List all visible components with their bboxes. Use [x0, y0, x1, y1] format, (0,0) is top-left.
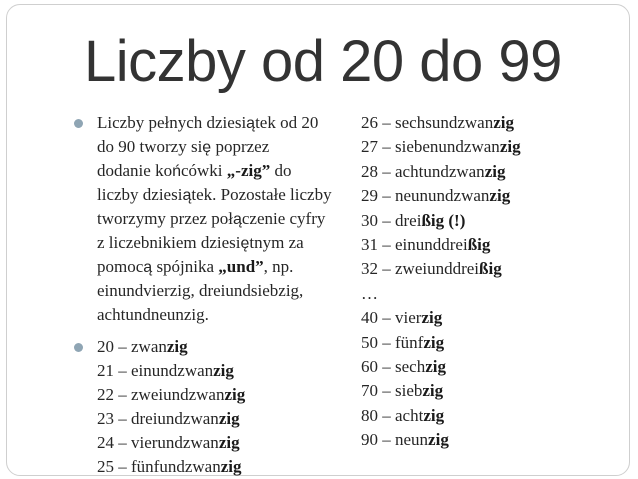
text-run: tek. Pozostałe liczby — [191, 185, 332, 204]
intro-paragraph — [71, 111, 341, 327]
number-word-stem: 32 – zweiunddrei — [361, 259, 480, 279]
number-item — [97, 431, 341, 455]
number-word-suffix: zig — [499, 137, 521, 157]
intro-line-4 — [97, 183, 341, 207]
number-word-stem: 90 – neun — [361, 430, 429, 450]
text-run: ą — [182, 187, 192, 204]
number-item — [97, 455, 341, 479]
text-run: pomoc — [97, 257, 144, 276]
right-column — [361, 111, 561, 452]
text-run: z liczebnikiem dziesi — [97, 233, 241, 252]
text-run: ą — [143, 259, 153, 276]
intro-line-6 — [97, 231, 341, 255]
number-word-stem: 22 – zweiundzwan — [97, 385, 225, 404]
number-word-suffix: zig — [220, 457, 242, 476]
left-column — [71, 111, 341, 479]
number-word-suffix: zig — [428, 430, 449, 450]
text-run: Liczby pełnych dziesi — [97, 113, 247, 132]
number-word-stem: 29 – neunundzwan — [361, 186, 490, 206]
text-run: tnym za — [249, 233, 304, 252]
text-run: ę — [240, 235, 250, 252]
numbers-list-left — [71, 335, 341, 479]
number-word-stem: 27 – siebenundzwan — [361, 137, 500, 157]
number-word-stem: 24 – vierundzwan — [97, 433, 219, 452]
text-run: einundvierzig, dreiundsiebzig, — [97, 281, 304, 300]
number-word-stem: 80 – acht — [361, 405, 424, 425]
text-run: czenie cyfry — [241, 209, 326, 228]
number-word-stem: 25 – fünfundzwan — [97, 457, 221, 476]
text-run: ę — [202, 139, 212, 156]
number-item — [97, 407, 341, 431]
conjunction-und-bold: „und” — [218, 257, 264, 276]
number-word-stem: 31 – einunddrei — [361, 234, 468, 254]
number-item — [361, 184, 561, 208]
number-item — [361, 160, 561, 184]
number-word-suffix: zig — [493, 113, 514, 132]
number-item — [361, 135, 561, 159]
number-item — [361, 428, 561, 452]
number-word-stem: 21 – einundzwan — [97, 361, 214, 380]
slide-title: Liczby od 20 do 99 — [84, 29, 562, 94]
number-word-stem: 26 – sechsundzwan — [361, 113, 494, 132]
text-run: liczby dziesi — [97, 185, 183, 204]
text-run: poprzez — [211, 137, 270, 156]
number-word-stem: 28 – achtundzwan — [361, 161, 485, 181]
ellipsis — [361, 282, 561, 306]
number-item — [361, 331, 561, 355]
intro-line-2 — [97, 135, 341, 159]
number-word-suffix: zig — [421, 308, 443, 328]
text-run: dodanie ko — [97, 161, 173, 180]
number-word-suffix: zig — [213, 361, 234, 380]
number-item — [361, 355, 561, 379]
text-run: ą — [232, 211, 242, 228]
number-item — [97, 335, 341, 359]
number-word-stem: 40 – vier — [361, 308, 422, 328]
text-run: cówki — [180, 161, 227, 180]
number-word-suffix: zig — [423, 332, 445, 352]
number-item — [361, 233, 561, 257]
text-run: tworzymy przez poł — [97, 209, 233, 228]
number-word-suffix: zig — [224, 385, 246, 404]
number-word-stem: 23 – dreiundzwan — [97, 409, 219, 428]
number-word-suffix: zig — [422, 381, 444, 401]
bullet-icon — [74, 343, 83, 352]
number-word-suffix: ßig — [479, 259, 502, 279]
intro-line-3 — [97, 159, 341, 183]
text-run: tek od 20 — [255, 113, 319, 132]
number-word-stem: 50 – fünf — [361, 332, 424, 352]
number-item — [361, 111, 561, 135]
text-run: ń — [172, 163, 181, 180]
number-word-suffix: zig — [489, 186, 511, 206]
number-item — [361, 209, 561, 233]
number-word-stem: 60 – sech — [361, 356, 426, 376]
text-run: do — [270, 161, 292, 180]
suffix-zig-bold: „-zig” — [226, 161, 271, 180]
text-run: spójnika — [152, 257, 219, 276]
number-word-suffix: zig — [166, 337, 188, 356]
number-word-stem: 30 – drei — [361, 210, 422, 230]
bullet-icon — [74, 119, 83, 128]
number-word-suffix: zig — [218, 433, 240, 452]
intro-line-7 — [97, 255, 341, 279]
number-item — [361, 379, 561, 403]
intro-line-8 — [97, 279, 341, 303]
number-word-suffix: ßig (!) — [421, 210, 466, 230]
number-item — [97, 359, 341, 383]
text-run: , np. — [263, 257, 294, 276]
number-word-stem: 70 – sieb — [361, 381, 423, 401]
text-run: do 90 tworzy si — [97, 137, 203, 156]
number-item — [97, 383, 341, 407]
number-word-suffix: ßig — [467, 234, 491, 254]
number-item — [361, 306, 561, 330]
number-word-suffix: zig — [425, 356, 446, 376]
text-run: ą — [246, 115, 256, 132]
ellipsis-text: … — [361, 283, 378, 303]
number-word-stem: 20 – zwan — [97, 337, 167, 356]
intro-line-1 — [97, 111, 341, 135]
number-word-suffix: zig — [218, 409, 240, 428]
number-item — [361, 404, 561, 428]
intro-line-5 — [97, 207, 341, 231]
text-run: achtundneunzig. — [97, 305, 209, 324]
number-word-suffix: zig — [484, 161, 506, 181]
slide — [6, 4, 630, 476]
number-word-suffix: zig — [423, 405, 445, 425]
intro-line-9 — [97, 303, 341, 327]
number-item — [361, 257, 561, 281]
